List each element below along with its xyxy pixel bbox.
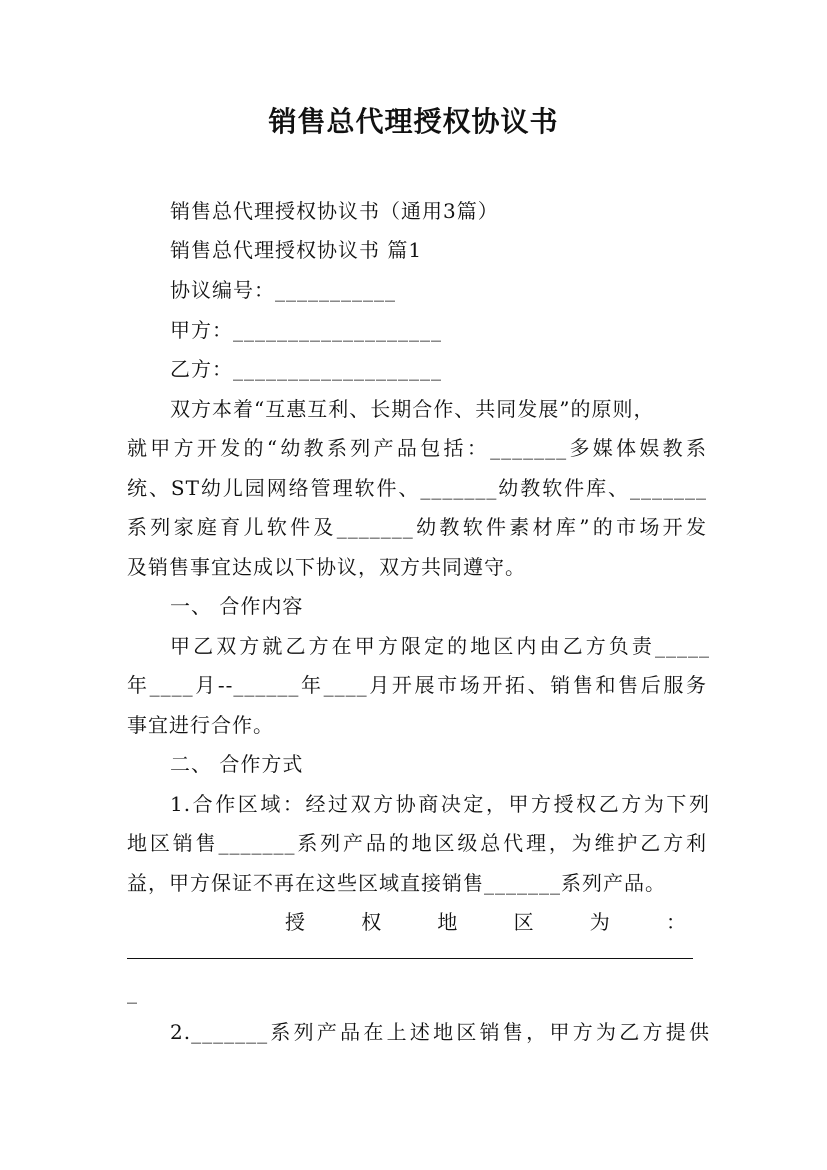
label-char: 区 <box>513 910 535 934</box>
agreement-number-field: 协议编号：___________ <box>170 278 396 302</box>
paragraph-line: 就甲方开发的“幼教系列产品包括：_______多媒体娱教系 <box>127 436 707 460</box>
clause-heading: 二、 合作方式 <box>170 752 304 776</box>
paragraph-line: 年____月--______年____月开展市场开拓、销售和售后服务 <box>127 673 707 697</box>
paragraph-line: 2._______系列产品在上述地区销售，甲方为乙方提供 <box>170 1020 710 1044</box>
label-char: 地 <box>437 910 459 934</box>
paragraph-line: 统、ST幼儿园网络管理软件、_______幼教软件库、_______ <box>127 476 707 500</box>
paragraph-line: 1.合作区域：经过双方协商决定，甲方授权乙方为下列 <box>170 792 710 816</box>
label-char: ： <box>665 910 687 934</box>
clause-heading: 一、 合作内容 <box>170 594 304 618</box>
label-char: 权 <box>361 910 383 934</box>
party-a-field: 甲方：___________________ <box>170 318 442 342</box>
paragraph-line: 事宜进行合作。 <box>127 713 274 737</box>
authorized-region-label <box>285 908 687 936</box>
subtitle-line: 销售总代理授权协议书（通用3篇） <box>170 199 499 223</box>
paragraph-line: 及销售事宜达成以下协议，双方共同遵守。 <box>127 555 526 579</box>
blank-underline <box>127 958 693 959</box>
paragraph-line: 系列家庭育儿软件及_______幼教软件素材库”的市场开发 <box>127 515 707 539</box>
document-title: 销售总代理授权协议书 <box>268 105 559 138</box>
paragraph-line: 甲乙双方就乙方在甲方限定的地区内由乙方负责_____ <box>170 634 710 658</box>
party-b-field: 乙方：___________________ <box>170 357 442 381</box>
label-char: 为 <box>589 910 611 934</box>
paragraph-line: 双方本着“互惠互利、长期合作、共同发展”的原则， <box>170 397 655 421</box>
paragraph-line: 益，甲方保证不再在这些区域直接销售_______系列产品。 <box>127 871 666 895</box>
label-char: 授 <box>285 910 306 934</box>
blank-underline-tail: _ <box>127 980 138 1004</box>
paragraph-line: 地区销售_______系列产品的地区级总代理，为维护乙方利 <box>127 831 707 855</box>
section-heading: 销售总代理授权协议书 篇1 <box>170 238 423 262</box>
